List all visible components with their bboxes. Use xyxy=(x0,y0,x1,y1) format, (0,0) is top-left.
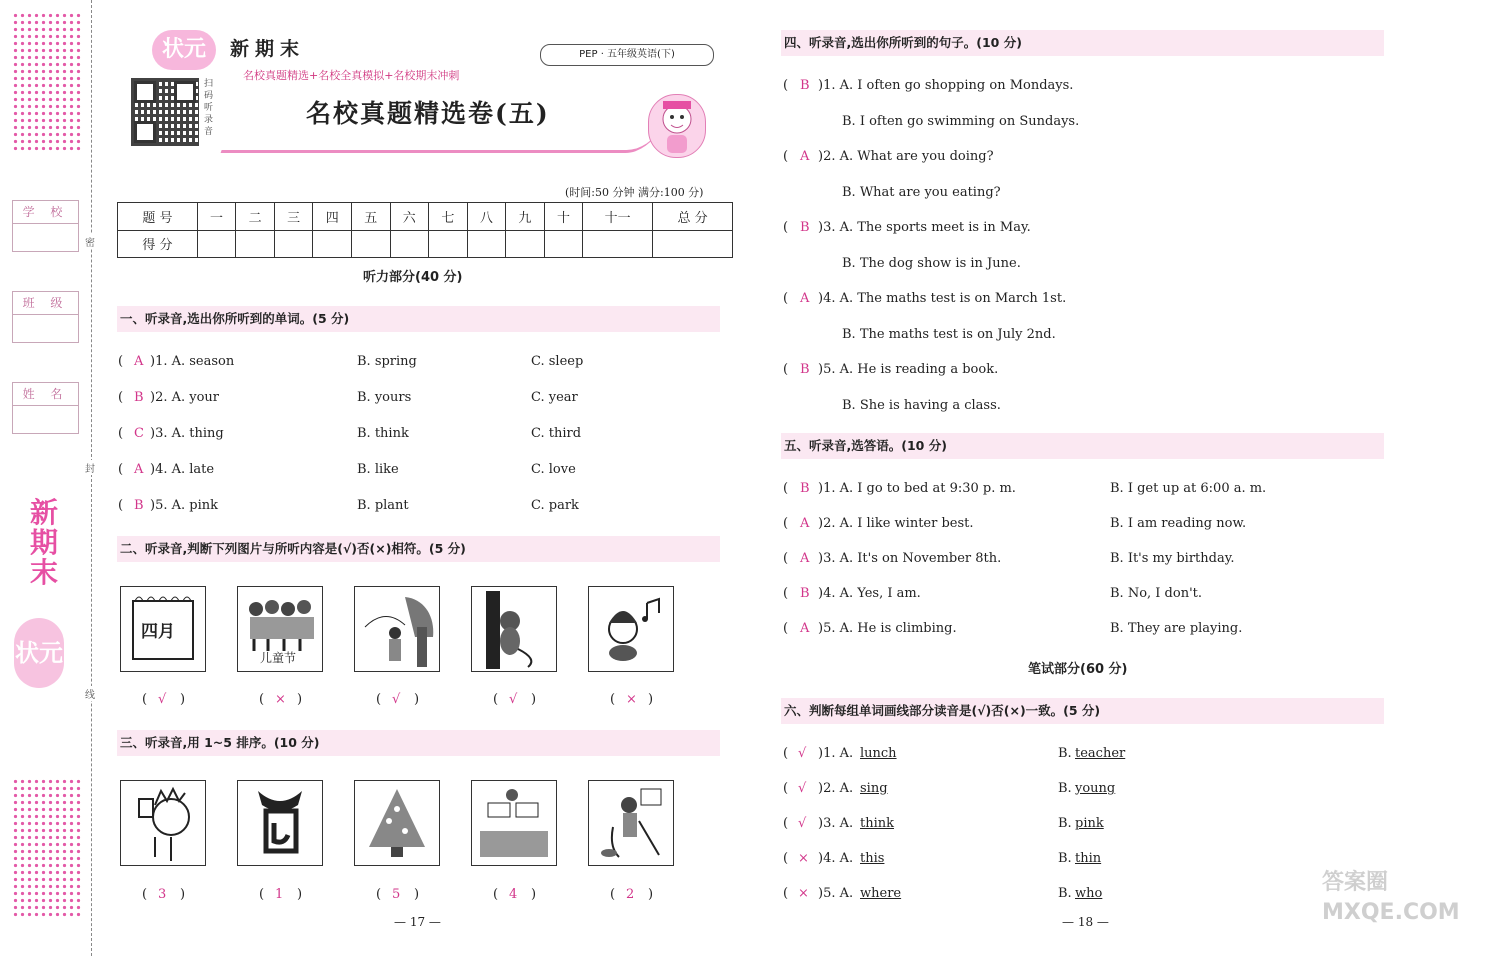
answer-paren-close: ) xyxy=(180,887,186,902)
picture-caption: 四月 xyxy=(141,622,175,642)
answer-mark[interactable]: 4 xyxy=(509,887,518,902)
option-b-word: young xyxy=(1075,781,1116,796)
answer-paren-open: ( xyxy=(118,390,124,405)
section-4-title: 四、听录音,选出你所听到的句子。(10 分) xyxy=(781,30,1384,56)
answer-mark[interactable]: B xyxy=(800,586,810,601)
answer-mark[interactable]: 1 xyxy=(275,887,284,902)
option-a-prefix: )3. A. xyxy=(818,816,854,831)
answer-mark[interactable]: × xyxy=(626,692,637,707)
edition-badge: PEP · 五年级英语(下) xyxy=(540,44,714,66)
score-table xyxy=(117,202,733,258)
option-a: )4. A. The maths test is on March 1st. xyxy=(818,291,1067,306)
option-a: )5. A. pink xyxy=(150,498,218,513)
side-brand-vertical: 新期末 xyxy=(29,496,58,589)
answer-mark[interactable]: C xyxy=(134,426,144,441)
answer-mark[interactable]: × xyxy=(275,692,286,707)
answer-mark[interactable]: A xyxy=(800,516,810,531)
answer-mark[interactable]: 5 xyxy=(392,887,401,902)
answer-paren-open: ( xyxy=(118,462,124,477)
score-input-cell[interactable] xyxy=(467,230,506,258)
option-a-prefix: )2. A. xyxy=(818,781,854,796)
answer-paren-open: ( xyxy=(142,692,148,707)
class-label: 班 级 xyxy=(13,292,78,315)
option-a-word: lunch xyxy=(860,746,897,761)
qr-code-icon[interactable] xyxy=(131,78,199,146)
picture-caption: 儿童节 xyxy=(260,651,297,665)
answer-paren-open: ( xyxy=(118,354,124,369)
option-b: B. No, I don't. xyxy=(1110,586,1203,601)
calendar-icon xyxy=(120,586,206,672)
answer-mark[interactable]: √ xyxy=(798,781,807,796)
answer-paren-open: ( xyxy=(783,149,789,164)
answer-paren-close: ) xyxy=(414,887,420,902)
brand-name: 新期末 xyxy=(230,38,306,60)
score-input-cell[interactable] xyxy=(236,230,275,258)
page-title: 名校真题精选卷(五) xyxy=(306,99,550,128)
score-input-cell[interactable] xyxy=(506,230,545,258)
score-header-cell: 七 xyxy=(429,203,468,231)
answer-mark[interactable]: × xyxy=(798,851,809,866)
answer-mark[interactable]: √ xyxy=(158,692,167,707)
time-score-info: (时间:50 分钟 满分:100 分) xyxy=(565,186,704,199)
option-a-word: sing xyxy=(860,781,888,796)
boy-drinking-icon xyxy=(120,780,206,866)
answer-paren-open: ( xyxy=(783,220,789,235)
option-b: B. yours xyxy=(357,390,412,405)
decorative-dots-bottom xyxy=(12,778,82,918)
option-a-prefix: )1. A. xyxy=(818,746,854,761)
side-logo: 状元 xyxy=(14,618,64,688)
answer-paren-open: ( xyxy=(783,362,789,377)
answer-paren-open: ( xyxy=(783,291,789,306)
option-b-word: teacher xyxy=(1075,746,1126,761)
kitchen-icon xyxy=(471,780,557,866)
option-c: C. love xyxy=(531,462,576,477)
answer-mark[interactable]: A xyxy=(800,149,810,164)
option-b: B. She is having a class. xyxy=(842,398,1001,413)
score-input-cell[interactable] xyxy=(544,230,583,258)
mascot-icon xyxy=(648,94,706,158)
brand-logo: 状元 xyxy=(152,30,216,70)
option-b: B. What are you eating? xyxy=(842,185,1001,200)
answer-paren-close: ) xyxy=(297,887,303,902)
answer-mark[interactable]: B xyxy=(134,390,144,405)
answer-paren-close: ) xyxy=(180,692,186,707)
option-a-prefix: )5. A. xyxy=(818,886,854,901)
score-header-cell: 三 xyxy=(274,203,313,231)
answer-paren-open: ( xyxy=(118,426,124,441)
score-header-cell: 九 xyxy=(506,203,545,231)
option-b-prefix: B. xyxy=(1058,746,1072,761)
answer-mark[interactable]: A xyxy=(134,354,144,369)
score-header-cell: 一 xyxy=(197,203,236,231)
option-b: B. think xyxy=(357,426,409,441)
option-b: B. plant xyxy=(357,498,409,513)
score-input-cell[interactable] xyxy=(351,230,390,258)
score-header-cell: 总 分 xyxy=(653,203,733,231)
answer-paren-open: ( xyxy=(610,887,616,902)
option-a: )5. A. He is reading a book. xyxy=(818,362,999,377)
answer-paren-close: ) xyxy=(648,692,654,707)
answer-paren-open: ( xyxy=(376,692,382,707)
option-b: B. The dog show is in June. xyxy=(842,256,1021,271)
answer-paren-close: ) xyxy=(297,692,303,707)
children-icon xyxy=(237,586,323,672)
option-b-word: who xyxy=(1075,886,1103,901)
class-field[interactable] xyxy=(12,291,79,343)
score-header-cell: 五 xyxy=(351,203,390,231)
answer-paren-open: ( xyxy=(783,621,789,636)
cleaning-icon xyxy=(588,780,674,866)
score-row-label: 得 分 xyxy=(118,230,198,258)
score-header-cell: 十一 xyxy=(583,203,653,231)
option-a: )3. A. The sports meet is in May. xyxy=(818,220,1031,235)
answer-paren-open: ( xyxy=(783,481,789,496)
answer-mark[interactable]: × xyxy=(798,886,809,901)
score-input-cell[interactable] xyxy=(429,230,468,258)
name-label: 姓 名 xyxy=(13,383,78,406)
score-header-cell: 六 xyxy=(390,203,429,231)
option-b: B. I often go swimming on Sundays. xyxy=(842,114,1080,129)
binding-mark-mi: 密 xyxy=(85,234,95,249)
option-c: C. sleep xyxy=(531,354,584,369)
watermark: 答案圈 MXQE.COM xyxy=(1322,870,1460,925)
page-number-left: — 17 — xyxy=(394,915,441,929)
score-input-cell[interactable] xyxy=(197,230,236,258)
option-a-word: this xyxy=(860,851,885,866)
answer-paren-open: ( xyxy=(783,886,789,901)
option-a: )2. A. I like winter best. xyxy=(818,516,974,531)
option-b: B. I get up at 6:00 a. m. xyxy=(1110,481,1267,496)
option-b: B. I am reading now. xyxy=(1110,516,1247,531)
option-a: )1. A. I go to bed at 9:30 p. m. xyxy=(818,481,1016,496)
option-a: )1. A. season xyxy=(150,354,235,369)
answer-mark[interactable]: B xyxy=(800,481,810,496)
section-3-title: 三、听录音,用 1~5 排序。(10 分) xyxy=(117,730,720,756)
answer-mark[interactable]: √ xyxy=(798,746,807,761)
answer-paren-open: ( xyxy=(783,551,789,566)
score-header-cell: 十 xyxy=(544,203,583,231)
option-a: )2. A. What are you doing? xyxy=(818,149,994,164)
girl-music-icon xyxy=(588,586,674,672)
option-b: B. It's my birthday. xyxy=(1110,551,1235,566)
option-b: B. like xyxy=(357,462,399,477)
option-c: C. year xyxy=(531,390,578,405)
option-c: C. park xyxy=(531,498,579,513)
answer-paren-open: ( xyxy=(783,516,789,531)
answer-paren-open: ( xyxy=(142,887,148,902)
option-a-word: think xyxy=(860,816,895,831)
section-1-title: 一、听录音,选出你所听到的单词。(5 分) xyxy=(117,306,720,332)
school-field[interactable] xyxy=(12,200,79,252)
answer-mark[interactable]: A xyxy=(134,462,144,477)
answer-paren-open: ( xyxy=(118,498,124,513)
option-b: B. The maths test is on July 2nd. xyxy=(842,327,1056,342)
listening-section-title: 听力部分(40 分) xyxy=(363,270,463,285)
answer-paren-open: ( xyxy=(259,887,265,902)
answer-mark[interactable]: 2 xyxy=(626,887,635,902)
answer-mark[interactable]: B xyxy=(134,498,144,513)
monkey-climbing-icon xyxy=(471,586,557,672)
option-a: )3. A. thing xyxy=(150,426,224,441)
answer-mark[interactable]: B xyxy=(800,220,810,235)
answer-paren-open: ( xyxy=(783,781,789,796)
answer-paren-open: ( xyxy=(493,887,499,902)
answer-mark[interactable]: 3 xyxy=(158,887,167,902)
option-b-word: pink xyxy=(1075,816,1104,831)
option-b-prefix: B. xyxy=(1058,781,1072,796)
option-b-prefix: B. xyxy=(1058,851,1072,866)
binding-line xyxy=(91,0,92,956)
answer-paren-open: ( xyxy=(783,816,789,831)
score-value-row xyxy=(118,230,733,258)
answer-mark[interactable]: √ xyxy=(509,692,518,707)
option-a-prefix: )4. A. xyxy=(818,851,854,866)
option-b: B. spring xyxy=(357,354,417,369)
answer-paren-open: ( xyxy=(493,692,499,707)
answer-paren-close: ) xyxy=(414,692,420,707)
answer-mark[interactable]: B xyxy=(800,362,810,377)
option-a: )4. A. Yes, I am. xyxy=(818,586,921,601)
score-header-row xyxy=(118,203,733,231)
answer-paren-open: ( xyxy=(783,586,789,601)
answer-mark[interactable]: A xyxy=(800,621,810,636)
option-c: C. third xyxy=(531,426,582,441)
answer-paren-open: ( xyxy=(783,851,789,866)
option-a: )5. A. He is climbing. xyxy=(818,621,957,636)
score-input-cell[interactable] xyxy=(390,230,429,258)
score-input-cell[interactable] xyxy=(313,230,352,258)
option-b: B. They are playing. xyxy=(1110,621,1243,636)
option-a-word: where xyxy=(860,886,902,901)
answer-paren-open: ( xyxy=(783,78,789,93)
score-header-cell: 八 xyxy=(467,203,506,231)
binding-mark-feng: 封 xyxy=(85,460,95,475)
title-swoosh xyxy=(220,128,659,153)
answer-paren-close: ) xyxy=(648,887,654,902)
scan-hint: 扫码听录音 xyxy=(204,79,214,137)
answer-paren-open: ( xyxy=(783,746,789,761)
answer-mark[interactable]: √ xyxy=(392,692,401,707)
score-header-cell: 二 xyxy=(236,203,275,231)
answer-mark[interactable]: A xyxy=(800,291,810,306)
section-6-title: 六、判断每组单词画线部分读音是(√)否(×)一致。(5 分) xyxy=(781,698,1384,724)
answer-paren-open: ( xyxy=(610,692,616,707)
option-a: )1. A. I often go shopping on Mondays. xyxy=(818,78,1074,93)
page-number-right: — 18 — xyxy=(1062,915,1109,929)
tree-family-icon xyxy=(354,586,440,672)
answer-paren-open: ( xyxy=(259,692,265,707)
answer-paren-open: ( xyxy=(376,887,382,902)
option-a: )2. A. your xyxy=(150,390,220,405)
section-2-title: 二、听录音,判断下列图片与所听内容是(√)否(×)相符。(5 分) xyxy=(117,536,720,562)
decorative-dots-top xyxy=(12,12,82,152)
score-input-cell[interactable] xyxy=(583,230,653,258)
score-header-label: 题 号 xyxy=(118,203,198,231)
option-b-prefix: B. xyxy=(1058,816,1072,831)
score-input-cell[interactable] xyxy=(653,230,733,258)
answer-mark[interactable]: A xyxy=(800,551,810,566)
name-field[interactable] xyxy=(12,382,79,434)
answer-mark[interactable]: B xyxy=(800,78,810,93)
option-a: )4. A. late xyxy=(150,462,215,477)
answer-mark[interactable]: √ xyxy=(798,816,807,831)
option-b-prefix: B. xyxy=(1058,886,1072,901)
number-five-icon xyxy=(237,780,323,866)
score-header-cell: 四 xyxy=(313,203,352,231)
school-label: 学 校 xyxy=(13,201,78,224)
tagline: 名校真题精选+名校全真模拟+名校期末冲刺 xyxy=(243,69,460,82)
section-5-title: 五、听录音,选答语。(10 分) xyxy=(781,433,1384,459)
answer-paren-close: ) xyxy=(531,692,537,707)
writing-section-title: 笔试部分(60 分) xyxy=(1028,662,1128,677)
score-input-cell[interactable] xyxy=(274,230,313,258)
option-a: )3. A. It's on November 8th. xyxy=(818,551,1002,566)
binding-mark-xian: 线 xyxy=(85,686,95,701)
option-b-word: thin xyxy=(1075,851,1102,866)
christmas-tree-icon xyxy=(354,780,440,866)
answer-paren-close: ) xyxy=(531,887,537,902)
